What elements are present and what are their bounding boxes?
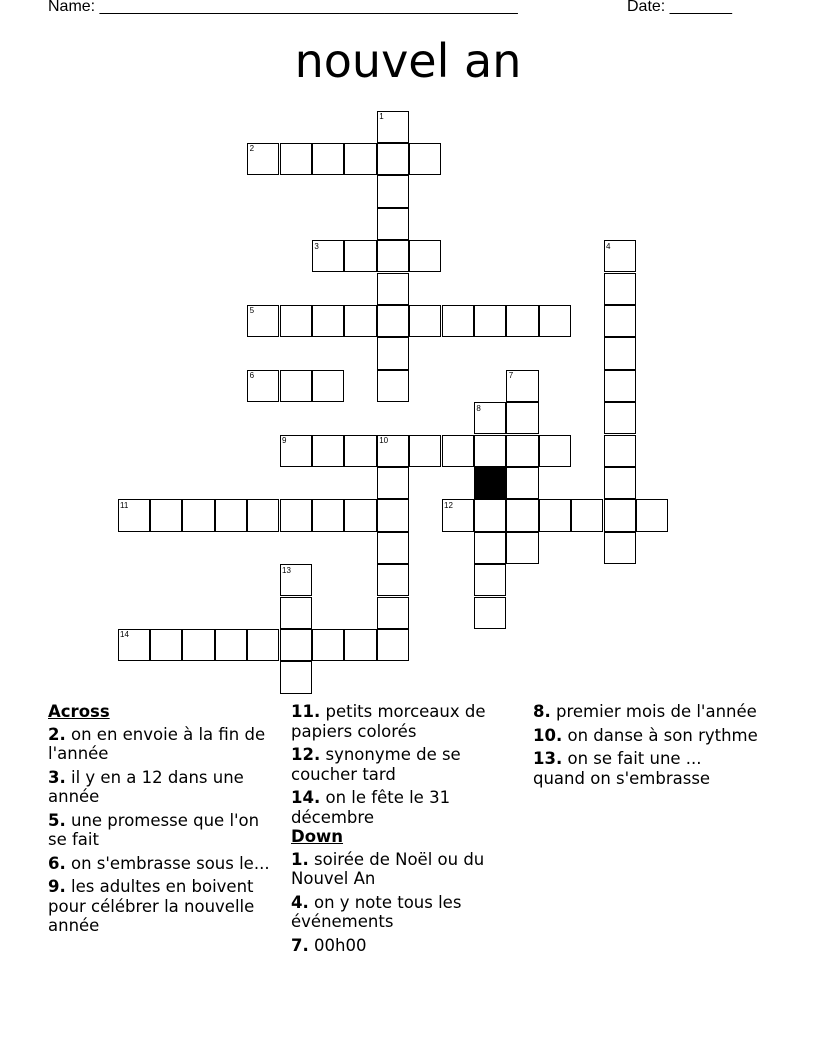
grid-cell[interactable] — [280, 564, 312, 596]
grid-cell[interactable] — [280, 305, 312, 337]
grid-cell[interactable] — [344, 629, 376, 661]
grid-cell[interactable] — [344, 240, 376, 272]
clue-across-5: 5. une promesse que l'on se fait — [48, 810, 260, 849]
grid-cell[interactable] — [604, 435, 636, 467]
clue-number-9: 9 — [282, 436, 287, 445]
grid-cell[interactable] — [474, 435, 506, 467]
clue-column-2 — [291, 702, 516, 955]
grid-cell[interactable] — [604, 402, 636, 434]
across-heading: Across — [48, 702, 110, 721]
grid-cell[interactable] — [474, 597, 506, 629]
grid-cell[interactable] — [604, 305, 636, 337]
grid-cell[interactable] — [506, 370, 538, 402]
down-heading: Down — [291, 827, 344, 846]
clue-number-8: 8 — [476, 403, 481, 413]
grid-cell[interactable] — [604, 370, 636, 402]
clue-number-3: 3 — [314, 241, 319, 251]
grid-cell[interactable] — [312, 499, 344, 531]
puzzle-title: nouvel an — [294, 34, 522, 88]
clue-number-2: 2 — [249, 144, 255, 154]
grid-cell[interactable] — [312, 629, 344, 661]
grid-cell[interactable] — [247, 305, 279, 337]
clue-number-12: 12 — [444, 500, 453, 510]
clue-number-7: 7 — [508, 371, 514, 381]
grid-cell[interactable] — [409, 305, 441, 337]
grid-cell[interactable] — [377, 240, 409, 272]
grid-cell[interactable] — [377, 564, 409, 596]
grid-cell[interactable] — [247, 370, 279, 402]
grid-cell[interactable] — [442, 305, 474, 337]
grid-cell[interactable] — [409, 143, 441, 175]
grid-cell[interactable] — [377, 467, 409, 499]
grid-cell[interactable] — [344, 435, 376, 467]
clue-column-3 — [533, 702, 758, 788]
grid-cell[interactable] — [539, 435, 571, 467]
grid-cell[interactable] — [312, 143, 344, 175]
grid-cell[interactable] — [409, 240, 441, 272]
grid-cell[interactable] — [312, 370, 344, 402]
clue-across-12: 12. synonyme de se coucher tard — [291, 745, 461, 784]
grid-cell[interactable] — [377, 499, 409, 531]
grid-cell[interactable] — [506, 402, 538, 434]
grid-cell[interactable] — [377, 370, 409, 402]
date-field: Date: _______ — [627, 0, 732, 15]
grid-cell[interactable] — [344, 143, 376, 175]
grid-cell[interactable] — [377, 337, 409, 369]
clue-down-7: 7. 00h00 — [291, 935, 367, 955]
clue-number-14: 14 — [120, 630, 129, 640]
grid-cell[interactable] — [506, 435, 538, 467]
grid-cell[interactable] — [247, 499, 279, 531]
clue-column-1 — [48, 702, 273, 936]
clue-across-3: 3. il y en a 12 dans une année — [48, 767, 244, 806]
grid-cell[interactable] — [247, 143, 279, 175]
grid-cell[interactable] — [539, 499, 571, 531]
grid-cell[interactable] — [474, 564, 506, 596]
grid-cell[interactable] — [182, 499, 214, 531]
grid-cell[interactable] — [182, 629, 214, 661]
black-cell — [474, 467, 506, 499]
grid-cell[interactable] — [377, 175, 409, 207]
clue-number-6: 6 — [249, 371, 255, 381]
grid-cell[interactable] — [539, 305, 571, 337]
grid-cell[interactable] — [247, 629, 279, 661]
grid-cell[interactable] — [150, 499, 182, 531]
clue-down-8: 8. premier mois de l'année — [533, 702, 757, 721]
grid-cell[interactable] — [280, 499, 312, 531]
grid-cell[interactable] — [344, 499, 376, 531]
clue-number-5: 5 — [249, 306, 255, 316]
grid-cell[interactable] — [604, 467, 636, 499]
grid-cell[interactable] — [506, 499, 538, 531]
clue-number-10: 10 — [379, 436, 389, 445]
grid-cell[interactable] — [571, 499, 603, 531]
clue-number-11: 11 — [120, 500, 129, 510]
grid-cell[interactable] — [506, 467, 538, 499]
grid-cell[interactable] — [377, 532, 409, 564]
grid-cell[interactable] — [377, 143, 409, 175]
grid-cell[interactable] — [474, 402, 506, 434]
grid-cell[interactable] — [604, 532, 636, 564]
grid-cell[interactable] — [409, 435, 441, 467]
clue-down-4: 4. on y note tous les événements — [291, 892, 462, 931]
grid-cell[interactable] — [150, 629, 182, 661]
grid-cell[interactable] — [377, 629, 409, 661]
clue-across-14: 14. on le fête le 31 décembre — [291, 788, 451, 827]
grid-cell[interactable] — [215, 499, 247, 531]
grid-cell[interactable] — [280, 143, 312, 175]
grid-cell[interactable] — [506, 305, 538, 337]
clue-number-1: 1 — [379, 112, 384, 121]
grid-cell[interactable] — [377, 435, 409, 467]
grid-cell[interactable] — [312, 305, 344, 337]
grid-cell[interactable] — [312, 435, 344, 467]
grid-cell[interactable] — [280, 629, 312, 661]
clue-across-11: 11. petits morceaux de papiers colorés — [291, 702, 486, 741]
grid-cell[interactable] — [506, 532, 538, 564]
grid-cell[interactable] — [636, 499, 668, 531]
clue-across-9: 9. les adultes en boivent pour célébrer la nouvelle année — [48, 877, 255, 935]
clue-across-2: 2. on en envoie à la fin de l'année — [48, 724, 266, 763]
grid-cell[interactable] — [442, 499, 474, 531]
grid-cell[interactable] — [604, 499, 636, 531]
grid-cell[interactable] — [377, 111, 409, 143]
grid-cell[interactable] — [280, 661, 312, 693]
grid-cell[interactable] — [280, 597, 312, 629]
grid-cell[interactable] — [344, 305, 376, 337]
grid-cell[interactable] — [474, 499, 506, 531]
grid-cell[interactable] — [118, 629, 150, 661]
clue-down-10: 10. on danse à son rythme — [533, 725, 758, 745]
name-field: Name: _______________________________________________ — [48, 0, 518, 15]
grid-cell[interactable] — [280, 435, 312, 467]
grid-cell[interactable] — [118, 499, 150, 531]
clue-number-13: 13 — [282, 565, 291, 575]
clue-number-4: 4 — [606, 241, 611, 251]
grid-cell[interactable] — [280, 370, 312, 402]
grid-cell[interactable] — [474, 532, 506, 564]
grid-cell[interactable] — [604, 337, 636, 369]
grid-cell[interactable] — [215, 629, 247, 661]
grid-cell[interactable] — [377, 305, 409, 337]
clue-down-1: 1. soirée de Noël ou du Nouvel An — [291, 849, 485, 888]
clue-across-6: 6. on s'embrasse sous le... — [48, 853, 270, 873]
grid-cell[interactable] — [442, 435, 474, 467]
clue-down-13: 13. on se fait une ... quand on s'embrasse — [533, 749, 711, 788]
grid-cell[interactable] — [377, 208, 409, 240]
grid-cell[interactable] — [604, 273, 636, 305]
grid-cell[interactable] — [377, 273, 409, 305]
grid-cell[interactable] — [312, 240, 344, 272]
grid-cell[interactable] — [604, 240, 636, 272]
grid-cell[interactable] — [474, 305, 506, 337]
grid-cell[interactable] — [377, 597, 409, 629]
